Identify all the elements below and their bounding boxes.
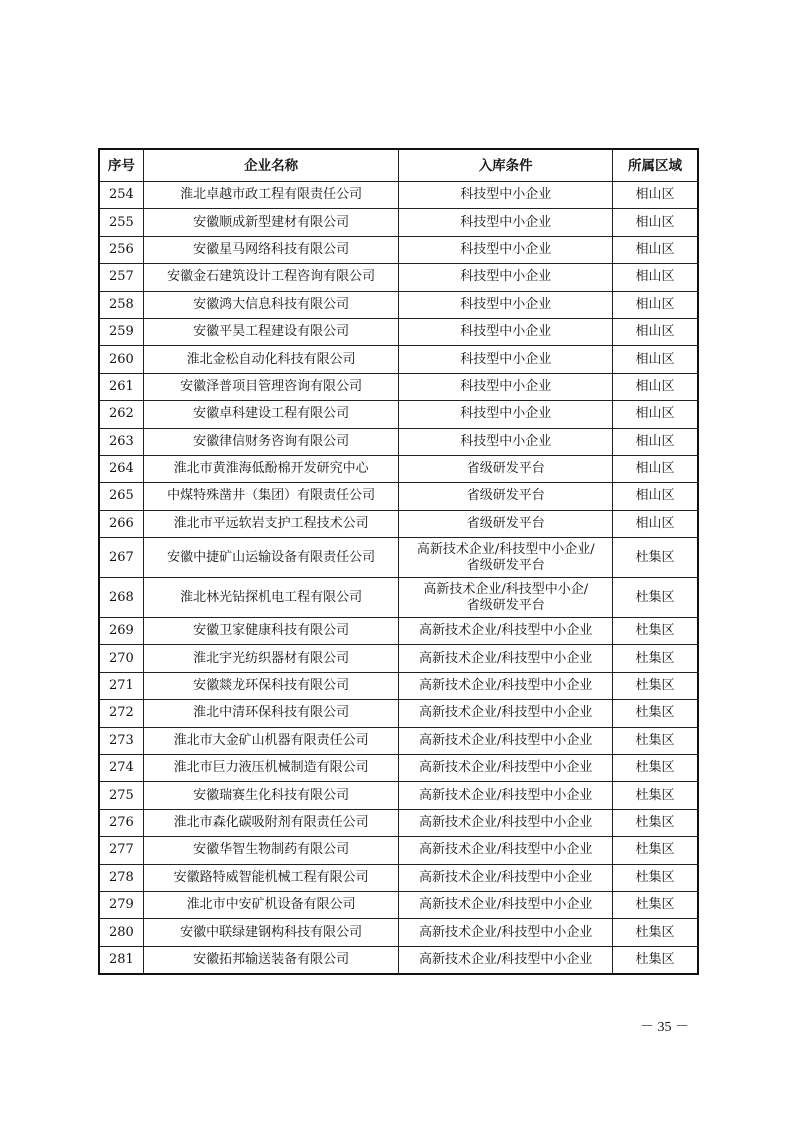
cell-company-name: 安徽平昊工程建设有限公司 <box>143 318 399 345</box>
cell-condition: 科技型中小企业 <box>399 236 612 263</box>
table-row <box>99 645 698 672</box>
cell-condition: 高新技术企业/科技型中小企业 <box>399 809 612 836</box>
cell-no: 274 <box>99 755 143 782</box>
cell-no: 258 <box>99 291 143 318</box>
table-row <box>99 264 698 291</box>
cell-no: 271 <box>99 672 143 699</box>
cell-area: 相山区 <box>612 264 698 291</box>
condition-line-1: 高新技术企业/科技型中小企/ <box>423 581 589 597</box>
cell-company-name: 淮北市黄淮海低酚棉开发研究中心 <box>143 455 399 482</box>
cell-area: 杜集区 <box>612 946 698 973</box>
cell-condition: 高新技术企业/科技型中小企业 <box>399 672 612 699</box>
cell-company-name: 安徽星马网络科技有限公司 <box>143 236 399 263</box>
cell-area: 相山区 <box>612 428 698 455</box>
cell-company-name: 淮北宇光纺织器材有限公司 <box>143 645 399 672</box>
cell-area: 杜集区 <box>612 837 698 864</box>
cell-area: 杜集区 <box>612 755 698 782</box>
cell-company-name: 安徽路特威智能机械工程有限公司 <box>143 864 399 891</box>
cell-no: 261 <box>99 373 143 400</box>
table-row <box>99 209 698 236</box>
table-body <box>99 182 698 974</box>
cell-condition <box>399 578 612 618</box>
cell-area: 杜集区 <box>612 782 698 809</box>
cell-no: 263 <box>99 428 143 455</box>
cell-area: 杜集区 <box>612 864 698 891</box>
cell-condition <box>399 538 612 578</box>
cell-no: 260 <box>99 346 143 373</box>
cell-condition: 高新技术企业/科技型中小企业 <box>399 755 612 782</box>
cell-company-name: 安徽律信财务咨询有限公司 <box>143 428 399 455</box>
cell-area: 杜集区 <box>612 919 698 946</box>
cell-company-name: 安徽卫家健康科技有限公司 <box>143 618 399 645</box>
cell-no: 267 <box>99 538 143 578</box>
table-row <box>99 837 698 864</box>
cell-company-name: 淮北市巨力液压机械制造有限公司 <box>143 755 399 782</box>
table-row <box>99 727 698 754</box>
cell-area: 相山区 <box>612 182 698 209</box>
table-row <box>99 809 698 836</box>
cell-condition: 科技型中小企业 <box>399 428 612 455</box>
cell-company-name: 淮北卓越市政工程有限责任公司 <box>143 182 399 209</box>
cell-company-name: 安徽瑞赛生化科技有限公司 <box>143 782 399 809</box>
header-area: 所属区域 <box>612 149 698 182</box>
table-row <box>99 946 698 973</box>
cell-no: 255 <box>99 209 143 236</box>
table-row <box>99 373 698 400</box>
cell-no: 264 <box>99 455 143 482</box>
cell-condition: 高新技术企业/科技型中小企业 <box>399 727 612 754</box>
cell-condition: 省级研发平台 <box>399 510 612 537</box>
cell-condition: 高新技术企业/科技型中小企业 <box>399 919 612 946</box>
cell-no: 277 <box>99 837 143 864</box>
cell-condition: 高新技术企业/科技型中小企业 <box>399 645 612 672</box>
cell-company-name: 安徽华智生物制药有限公司 <box>143 837 399 864</box>
table-row <box>99 618 698 645</box>
cell-no: 280 <box>99 919 143 946</box>
cell-condition: 高新技术企业/科技型中小企业 <box>399 618 612 645</box>
cell-company-name: 安徽金石建筑设计工程咨询有限公司 <box>143 264 399 291</box>
cell-company-name: 淮北市平远软岩支护工程技术公司 <box>143 510 399 537</box>
cell-condition: 科技型中小企业 <box>399 346 612 373</box>
cell-no: 257 <box>99 264 143 291</box>
condition-line-1: 高新技术企业/科技型中小企业/ <box>416 541 595 557</box>
cell-company-name: 淮北中清环保科技有限公司 <box>143 700 399 727</box>
page-number: － 35 － <box>640 1020 689 1035</box>
cell-area: 杜集区 <box>612 700 698 727</box>
cell-condition: 高新技术企业/科技型中小企业 <box>399 837 612 864</box>
cell-no: 276 <box>99 809 143 836</box>
cell-area: 相山区 <box>612 291 698 318</box>
cell-area: 杜集区 <box>612 645 698 672</box>
cell-condition: 科技型中小企业 <box>399 209 612 236</box>
table-row <box>99 182 698 209</box>
cell-area: 杜集区 <box>612 538 698 578</box>
cell-no: 278 <box>99 864 143 891</box>
cell-company-name: 安徽泽普项目管理咨询有限公司 <box>143 373 399 400</box>
cell-condition: 科技型中小企业 <box>399 182 612 209</box>
cell-area: 相山区 <box>612 236 698 263</box>
cell-area: 相山区 <box>612 373 698 400</box>
cell-company-name: 中煤特殊凿井（集团）有限责任公司 <box>143 483 399 510</box>
cell-no: 262 <box>99 401 143 428</box>
cell-area: 杜集区 <box>612 618 698 645</box>
cell-no: 269 <box>99 618 143 645</box>
cell-no: 270 <box>99 645 143 672</box>
cell-condition: 高新技术企业/科技型中小企业 <box>399 946 612 973</box>
cell-area: 相山区 <box>612 318 698 345</box>
cell-condition: 高新技术企业/科技型中小企业 <box>399 700 612 727</box>
table-row <box>99 538 698 578</box>
cell-no: 273 <box>99 727 143 754</box>
cell-condition: 科技型中小企业 <box>399 373 612 400</box>
cell-area: 相山区 <box>612 455 698 482</box>
cell-no: 259 <box>99 318 143 345</box>
header-condition: 入库条件 <box>399 149 612 182</box>
condition-line-2: 省级研发平台 <box>466 557 545 573</box>
company-table <box>98 148 699 975</box>
table-row <box>99 455 698 482</box>
cell-no: 266 <box>99 510 143 537</box>
cell-area: 杜集区 <box>612 672 698 699</box>
table-row <box>99 891 698 918</box>
condition-line-2: 省级研发平台 <box>466 597 545 613</box>
table-row <box>99 428 698 455</box>
table-row <box>99 782 698 809</box>
cell-condition: 科技型中小企业 <box>399 264 612 291</box>
table-row <box>99 483 698 510</box>
cell-area: 杜集区 <box>612 727 698 754</box>
cell-condition: 省级研发平台 <box>399 483 612 510</box>
cell-area: 相山区 <box>612 209 698 236</box>
cell-condition: 科技型中小企业 <box>399 291 612 318</box>
table-row <box>99 919 698 946</box>
cell-condition: 科技型中小企业 <box>399 401 612 428</box>
table-row <box>99 864 698 891</box>
cell-condition: 高新技术企业/科技型中小企业 <box>399 891 612 918</box>
header-no: 序号 <box>99 149 143 182</box>
cell-condition: 省级研发平台 <box>399 455 612 482</box>
cell-area: 相山区 <box>612 483 698 510</box>
cell-condition: 高新技术企业/科技型中小企业 <box>399 782 612 809</box>
cell-company-name: 安徽鸿大信息科技有限公司 <box>143 291 399 318</box>
cell-condition: 科技型中小企业 <box>399 318 612 345</box>
cell-company-name: 淮北市森化碳吸附剂有限责任公司 <box>143 809 399 836</box>
table-row <box>99 236 698 263</box>
table-row <box>99 346 698 373</box>
cell-area: 相山区 <box>612 510 698 537</box>
cell-no: 265 <box>99 483 143 510</box>
table-row <box>99 672 698 699</box>
cell-area: 杜集区 <box>612 809 698 836</box>
cell-company-name: 安徽卓科建设工程有限公司 <box>143 401 399 428</box>
cell-company-name: 安徽中捷矿山运输设备有限责任公司 <box>143 538 399 578</box>
cell-area: 相山区 <box>612 346 698 373</box>
table-header-row <box>99 149 698 182</box>
cell-no: 268 <box>99 578 143 618</box>
cell-company-name: 安徽中联绿建钢构科技有限公司 <box>143 919 399 946</box>
header-company-name: 企业名称 <box>143 149 399 182</box>
cell-condition: 高新技术企业/科技型中小企业 <box>399 864 612 891</box>
table-row <box>99 755 698 782</box>
table-row <box>99 700 698 727</box>
cell-company-name: 安徽拓邦输送装备有限公司 <box>143 946 399 973</box>
table-row <box>99 510 698 537</box>
table-row <box>99 291 698 318</box>
cell-company-name: 淮北市大金矿山机器有限责任公司 <box>143 727 399 754</box>
cell-no: 254 <box>99 182 143 209</box>
table-row <box>99 578 698 618</box>
table-row <box>99 318 698 345</box>
cell-company-name: 淮北林光钻探机电工程有限公司 <box>143 578 399 618</box>
cell-area: 相山区 <box>612 401 698 428</box>
cell-no: 256 <box>99 236 143 263</box>
cell-no: 272 <box>99 700 143 727</box>
cell-no: 281 <box>99 946 143 973</box>
cell-company-name: 淮北金松自动化科技有限公司 <box>143 346 399 373</box>
cell-company-name: 安徽燚龙环保科技有限公司 <box>143 672 399 699</box>
cell-company-name: 安徽顺成新型建材有限公司 <box>143 209 399 236</box>
table-row <box>99 401 698 428</box>
cell-no: 279 <box>99 891 143 918</box>
cell-no: 275 <box>99 782 143 809</box>
cell-area: 杜集区 <box>612 578 698 618</box>
cell-area: 杜集区 <box>612 891 698 918</box>
cell-company-name: 淮北市中安矿机设备有限公司 <box>143 891 399 918</box>
